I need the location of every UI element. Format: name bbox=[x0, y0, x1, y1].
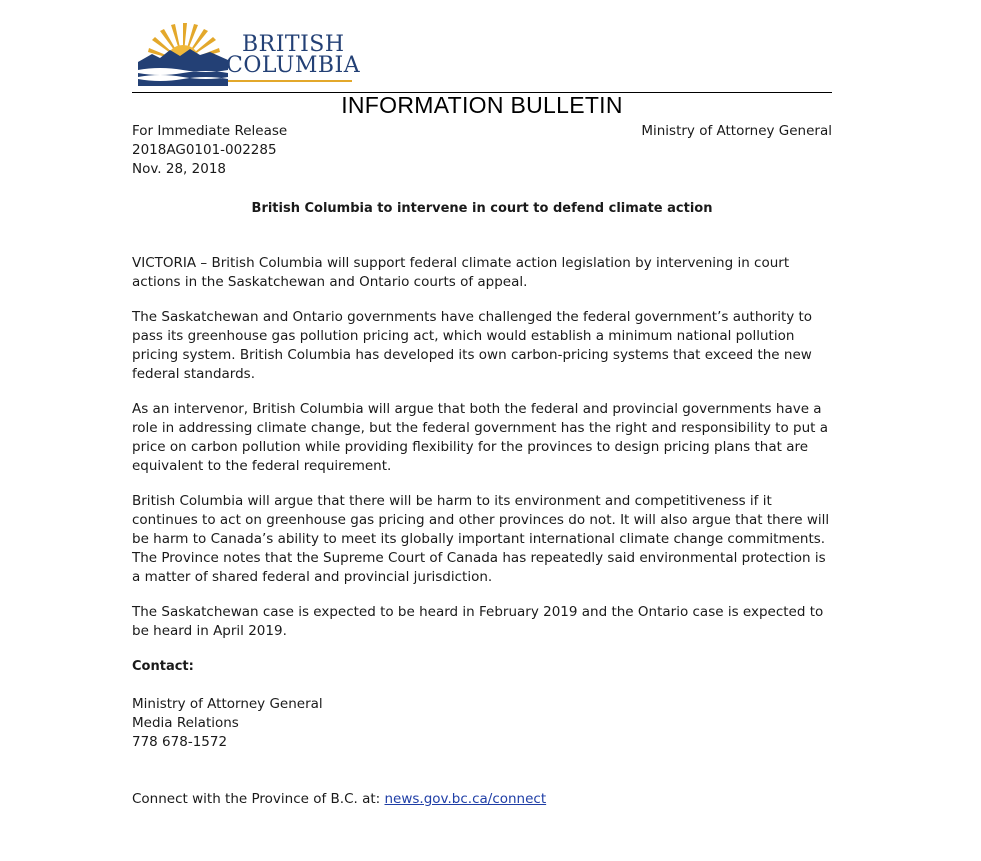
release-date: Nov. 28, 2018 bbox=[132, 161, 226, 177]
connect-line bbox=[132, 790, 546, 809]
logo-word-columbia: COLUMBIA bbox=[226, 53, 361, 78]
release-number: 2018AG0101-002285 bbox=[132, 142, 277, 158]
contact-ministry: Ministry of Attorney General bbox=[132, 696, 323, 712]
contact-info bbox=[132, 695, 323, 752]
body-paragraph-4: British Columbia will argue that there will be harm to its environment and competitiveness if it continues to act on greenhouse gas pricing and other provinces do not. It will also argue that there will be harm to Canada’s ability to meet its globally important international climate change commitments. The Province notes that the Supreme Court of Canada has repeatedly said environmental protection is a matter of shared federal and provincial jurisdiction. bbox=[132, 493, 830, 585]
ministry-name: Ministry of Attorney General bbox=[641, 123, 832, 139]
release-meta bbox=[132, 122, 287, 179]
bc-sun-mountain-icon bbox=[138, 22, 228, 86]
headline: British Columbia to intervene in court to defend climate action bbox=[251, 201, 713, 216]
logo-word-british: BRITISH bbox=[242, 32, 345, 57]
body-paragraph-1: VICTORIA – British Columbia will support federal climate action legislation by intervening in court actions in the Saskatchewan and Ontario courts of appeal. bbox=[132, 255, 790, 290]
bc-logo bbox=[138, 22, 368, 86]
body-text bbox=[132, 254, 832, 657]
connect-prefix: Connect with the Province of B.C. at: bbox=[132, 791, 385, 807]
contact-department: Media Relations bbox=[132, 715, 239, 731]
contact-heading: Contact: bbox=[132, 659, 194, 674]
contact-phone: 778 678-1572 bbox=[132, 734, 228, 750]
body-paragraph-2: The Saskatchewan and Ontario governments have challenged the federal government’s authority to pass its greenhouse gas pollution pricing act, which would establish a minimum national pollution pricing system. British Columbia has developed its own carbon-pricing systems that exceed the new federal standards. bbox=[132, 309, 813, 382]
logo-underline bbox=[228, 80, 352, 82]
body-paragraph-3: As an intervenor, British Columbia will argue that both the federal and provincial governments have a role in addressing climate change, but the federal government has the right and responsibility to put a price on carbon pollution while providing flexibility for the provinces to design pricing plans that are equivalent to the federal requirement. bbox=[132, 401, 828, 474]
connect-link[interactable]: news.gov.bc.ca/connect bbox=[384, 791, 547, 807]
release-label: For Immediate Release bbox=[132, 123, 288, 139]
bulletin-title: INFORMATION BULLETIN bbox=[341, 92, 623, 118]
body-paragraph-5: The Saskatchewan case is expected to be heard in February 2019 and the Ontario case is expected to be heard in April 2019. bbox=[132, 604, 824, 639]
